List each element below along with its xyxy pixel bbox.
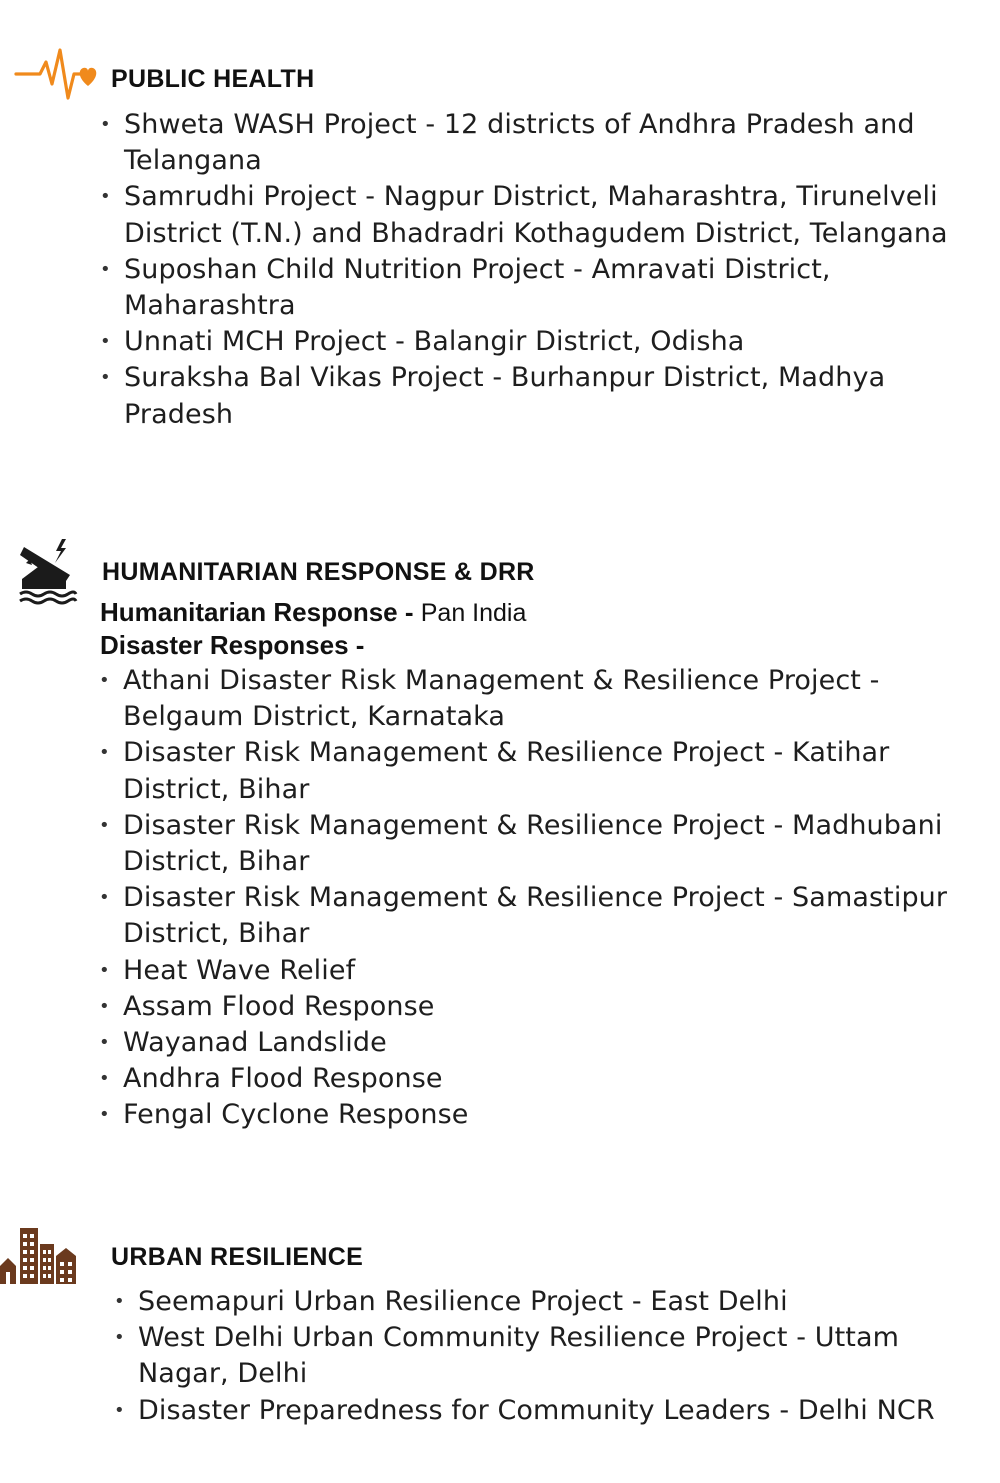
list-item: • Fengal Cyclone Response <box>99 1097 994 1133</box>
humanitarian-response-line <box>100 597 526 628</box>
list-item: • Disaster Preparedness for Community Leaders - Delhi NCR <box>114 1393 964 1429</box>
list-item: • Andhra Flood Response <box>99 1061 994 1097</box>
list-item: • Wayanad Landslide <box>99 1025 994 1061</box>
list-item: • Unnati MCH Project - Balangir District, Odisha <box>100 324 960 360</box>
urban-list <box>114 1284 964 1429</box>
list-item: • Heat Wave Relief <box>99 953 994 989</box>
heartbeat-icon <box>14 44 100 104</box>
list-item: • Disaster Risk Management & Resilience Project - Katihar District, Bihar <box>99 735 994 807</box>
humanitarian-response-value: Pan India <box>420 599 527 627</box>
urban-title: URBAN RESILIENCE <box>111 1243 364 1271</box>
list-item: • Athani Disaster Risk Management & Resilience Project - Belgaum District, Karnataka <box>99 663 994 735</box>
list-item: • Seemapuri Urban Resilience Project - East Delhi <box>114 1284 964 1320</box>
flood-disaster-icon <box>16 537 78 605</box>
list-item: • Disaster Risk Management & Resilience Project - Samastipur District, Bihar <box>99 880 994 952</box>
list-item: • West Delhi Urban Community Resilience Project - Uttam Nagar, Delhi <box>114 1320 964 1392</box>
list-item: • Disaster Risk Management & Resilience Project - Madhubani District, Bihar <box>99 808 994 880</box>
city-buildings-icon <box>0 1226 78 1284</box>
humanitarian-response-label: Humanitarian Response - <box>100 597 414 627</box>
list-item: • Shweta WASH Project - 12 districts of Andhra Pradesh and Telangana <box>100 107 960 179</box>
public-health-title: PUBLIC HEALTH <box>111 65 315 93</box>
humanitarian-list <box>99 663 994 1134</box>
public-health-list <box>100 107 960 433</box>
humanitarian-title: HUMANITARIAN RESPONSE & DRR <box>102 558 535 586</box>
list-item: • Suposhan Child Nutrition Project - Amravati District, Maharashtra <box>100 252 960 324</box>
list-item: • Samrudhi Project - Nagpur District, Maharashtra, Tirunelveli District (T.N.) and Bhadradri Kothagudem District, Telangana <box>100 179 960 251</box>
disaster-responses-label: Disaster Responses - <box>100 630 365 660</box>
list-item: • Assam Flood Response <box>99 989 994 1025</box>
list-item: • Suraksha Bal Vikas Project - Burhanpur District, Madhya Pradesh <box>100 360 960 432</box>
